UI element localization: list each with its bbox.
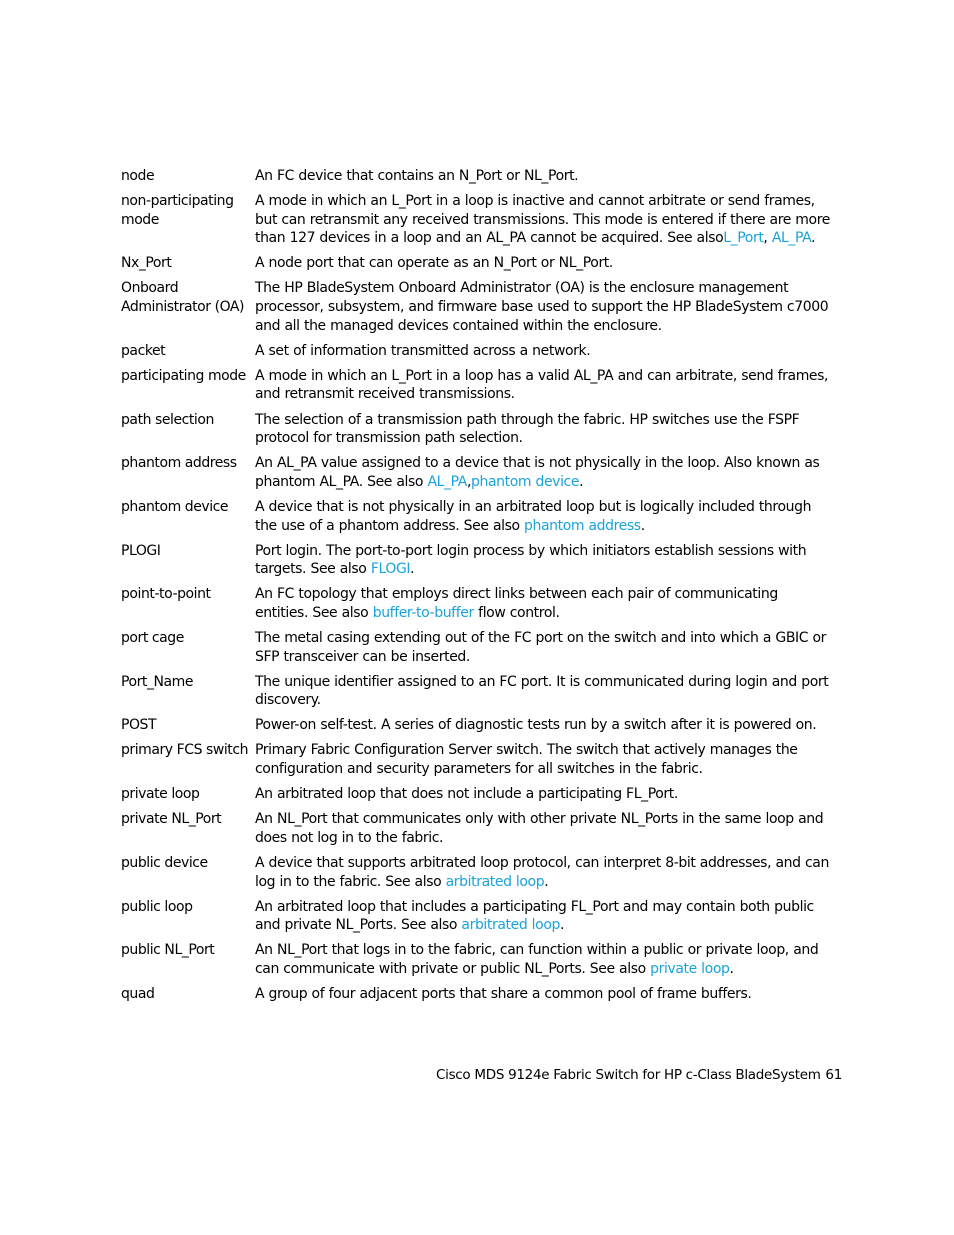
- glossary-term: port cage: [121, 629, 184, 646]
- glossary-definition: [255, 741, 833, 778]
- glossary-definition: [255, 985, 833, 1004]
- glossary-entry: [121, 810, 833, 847]
- glossary-definition: [255, 279, 833, 335]
- glossary-definition: [255, 367, 833, 404]
- definition-text: ,: [466, 473, 472, 490]
- cross-reference-link[interactable]: private loop: [650, 960, 730, 977]
- definition-text: Power-on self-test. A series of diagnostic tests run by a switch after it is powered on.: [255, 717, 817, 734]
- glossary-entry: [121, 673, 833, 710]
- glossary-definition: [255, 785, 833, 804]
- cross-reference-link[interactable]: arbitrated loop: [461, 917, 560, 934]
- glossary-entry: [121, 985, 833, 1004]
- glossary-term: Port_Name: [121, 673, 194, 690]
- glossary-definition: [255, 254, 833, 273]
- glossary-term: phantom address: [121, 455, 237, 472]
- glossary-term: public device: [121, 854, 208, 871]
- glossary-term: node: [121, 168, 155, 184]
- glossary-term: PLOGI: [121, 542, 161, 559]
- footer-title: Cisco MDS 9124e Fabric Switch for HP c-Class BladeSystem: [436, 1067, 821, 1083]
- glossary-term: private loop: [121, 786, 200, 803]
- definition-text: .: [544, 873, 549, 890]
- glossary-entry: [121, 411, 833, 448]
- definition-text: The HP BladeSystem Onboard Administrator (OA) is the enclosure management processor, subsystem, and firmware base used to support the HP BladeSystem c7000 and all the managed devices contained within the enclosure.: [255, 280, 829, 334]
- glossary-term: packet: [121, 342, 166, 359]
- glossary-entry: [121, 941, 833, 978]
- glossary-term: Nx_Port: [121, 255, 172, 272]
- glossary-definition: [255, 854, 833, 891]
- definition-text: A set of information transmitted across a network.: [255, 342, 591, 359]
- definition-text: An NL_Port that communicates only with other private NL_Ports in the same loop and does not log in to the fabric.: [255, 811, 824, 846]
- glossary-term: POST: [121, 717, 157, 734]
- glossary-definition: [255, 342, 833, 361]
- glossary-term: public loop: [121, 898, 193, 915]
- glossary-definition: [255, 192, 833, 248]
- definition-text: Primary Fabric Configuration Server switch. The switch that actively manages the configuration and security parameters for all switches in the fabric.: [255, 742, 798, 778]
- glossary-entry: [121, 454, 833, 491]
- definition-text: A mode in which an L_Port in a loop has a valid AL_PA and can arbitrate, send frames, and retransmit received transmissions.: [255, 367, 829, 403]
- glossary-definition: [255, 716, 833, 735]
- glossary-definition: [255, 629, 833, 666]
- glossary-entry: [121, 342, 833, 361]
- glossary-definition: [255, 454, 833, 491]
- glossary-entry: [121, 279, 833, 335]
- definition-text: flow control.: [473, 604, 560, 621]
- glossary-term: path selection: [121, 411, 214, 428]
- definition-text: The unique identifier assigned to an FC port. It is communicated during login and port discovery.: [255, 673, 829, 709]
- cross-reference-link[interactable]: AL_PA: [771, 230, 812, 247]
- glossary-definition: [255, 673, 833, 710]
- definition-text: An arbitrated loop that does not include a participating FL_Port.: [255, 786, 678, 803]
- definition-text: An FC topology that employs direct links between each pair of communicating entities. See also: [255, 586, 778, 621]
- glossary-definition: [255, 941, 833, 978]
- cross-reference-link[interactable]: phantom device: [471, 473, 580, 490]
- definition-text: ,: [763, 230, 772, 247]
- glossary-definition: [255, 498, 833, 535]
- cross-reference-link[interactable]: arbitrated loop: [445, 873, 545, 890]
- glossary-term: participating mode: [121, 367, 246, 384]
- definition-text: .: [729, 960, 734, 977]
- glossary-entry: [121, 192, 833, 248]
- definition-text: .: [811, 230, 816, 247]
- definition-text: An arbitrated loop that includes a participating FL_Port and may contain both public and private NL_Ports. See also: [255, 898, 814, 934]
- cross-reference-link[interactable]: AL_PA: [427, 473, 467, 490]
- definition-text: .: [410, 561, 415, 578]
- definition-text: .: [640, 517, 645, 534]
- glossary-definition: [255, 810, 833, 847]
- glossary-entry: [121, 167, 833, 186]
- glossary-term: public NL_Port: [121, 942, 215, 959]
- glossary-entry: [121, 898, 833, 935]
- page-footer: [436, 1066, 842, 1084]
- definition-text: A device that supports arbitrated loop protocol, can interpret 8-bit addresses, and can log in to the fabric. See also: [255, 854, 829, 890]
- cross-reference-link[interactable]: buffer-to-buffer: [372, 604, 474, 621]
- definition-text: An FC device that contains an N_Port or NL_Port.: [255, 168, 579, 184]
- glossary-entry: [121, 854, 833, 891]
- glossary-entry: [121, 254, 833, 273]
- cross-reference-link[interactable]: L_Port: [723, 230, 764, 247]
- definition-text: .: [579, 473, 584, 490]
- definition-text: Port login. The port-to-port login process by which initiators establish sessions with targets. See also: [255, 542, 807, 578]
- glossary-entry: [121, 585, 833, 622]
- glossary-term: non-participating mode: [121, 193, 234, 228]
- glossary-entry: [121, 741, 833, 778]
- glossary-term: point-to-point: [121, 586, 211, 603]
- glossary-definition: [255, 898, 833, 935]
- definition-text: A node port that can operate as an N_Port or NL_Port.: [255, 255, 613, 272]
- glossary-entry: [121, 498, 833, 535]
- definition-text: The metal casing extending out of the FC port on the switch and into which a GBIC or SFP transceiver can be inserted.: [255, 629, 827, 665]
- definition-text: An AL_PA value assigned to a device that is not physically in the loop. Also known as phantom AL_PA. See also: [255, 455, 820, 490]
- glossary-entry: [121, 542, 833, 579]
- glossary-term: quad: [121, 985, 155, 1002]
- definition-text: A mode in which an L_Port in a loop is inactive and cannot arbitrate or send frames, but can retransmit any received transmissions. This mode is entered if there are more than 127 devices in a loop and an AL_PA cannot be acquired. See also: [255, 193, 830, 247]
- definition-text: .: [560, 917, 565, 934]
- glossary-term: Onboard Administrator (OA): [121, 280, 245, 316]
- definition-text: A device that is not physically in an arbitrated loop but is logically included through the use of a phantom address. See also: [255, 498, 812, 534]
- glossary-definition: [255, 411, 833, 448]
- glossary-entry: [121, 367, 833, 404]
- glossary-term: primary FCS switch: [121, 742, 248, 759]
- definition-text: A group of four adjacent ports that share a common pool of frame buffers.: [255, 985, 752, 1002]
- cross-reference-link[interactable]: FLOGI: [370, 561, 411, 578]
- glossary-definition: [255, 167, 833, 186]
- glossary-definition: [255, 542, 833, 579]
- glossary-list: [121, 167, 833, 1010]
- glossary-term: phantom device: [121, 498, 229, 515]
- glossary-term: private NL_Port: [121, 811, 222, 828]
- glossary-entry: [121, 785, 833, 804]
- page-number: 61: [825, 1067, 842, 1083]
- glossary-definition: [255, 585, 833, 622]
- glossary-entry: [121, 629, 833, 666]
- definition-text: The selection of a transmission path through the fabric. HP switches use the FSPF protocol for transmission path selection.: [255, 411, 800, 447]
- glossary-entry: [121, 716, 833, 735]
- cross-reference-link[interactable]: phantom address: [524, 517, 641, 534]
- definition-text: An NL_Port that logs in to the fabric, can function within a public or private loop, and can communicate with private or public NL_Ports. See also: [255, 942, 819, 977]
